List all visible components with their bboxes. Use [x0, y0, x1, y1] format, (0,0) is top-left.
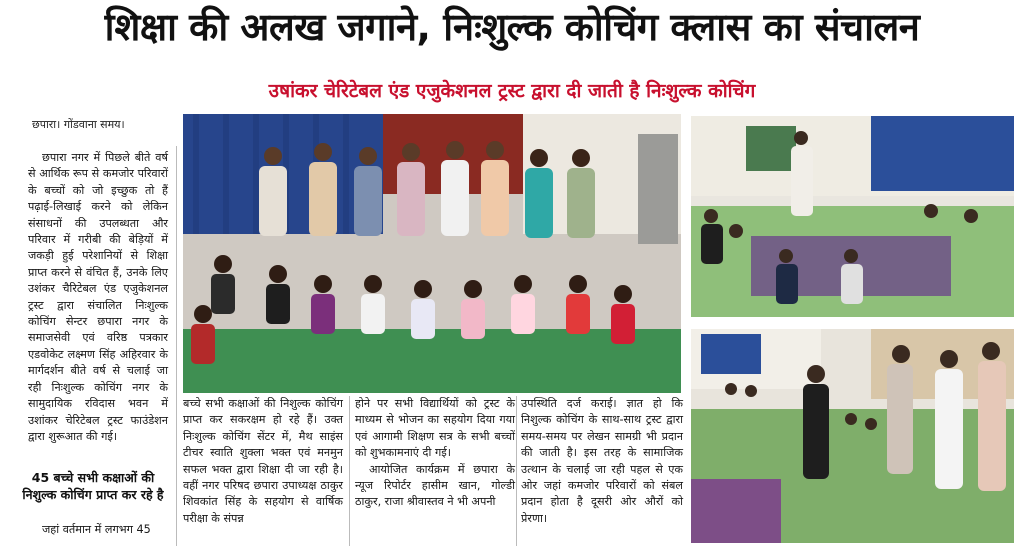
column-divider: [176, 146, 177, 546]
headline: शिक्षा की अलख जगाने, निःशुल्क कोचिंग क्लास का संचालन: [104, 5, 920, 49]
column-divider: [516, 396, 517, 546]
article-subheading: 45 बच्चे सभी कक्षाओं की निशुल्क कोचिंग प्राप्त कर रहे है: [22, 470, 164, 502]
hall-event-photo: [691, 329, 1014, 543]
subheadline: उषांकर चेरिटेबल एंड एजुकेशनल ट्रस्ट द्वारा दी जाती है निःशुल्क कोचिंग: [268, 80, 756, 102]
byline: छपारा। गोंडवाना समय।: [32, 118, 125, 131]
column-divider: [349, 396, 350, 546]
article-paragraph: आयोजित कार्यक्रम में छपारा के न्यूज रिपोर्टर हासीम खान, गोल्डी ठाकुर, राजा श्रीवास्तव ने भी अपनी: [355, 462, 515, 509]
article-paragraph: उपस्थिति दर्ज कराई। ज्ञात हो कि निशुल्क कोचिंग के साथ-साथ ट्रस्ट द्वारा समय-समय पर लेखन सामग्री भी प्रदान की जाती है। इस तरह के सामाजिक उत्थान के चलाई जा रही पहल से एक ओर जहां कमजोर परिवारों को संबल प्रदान होता है दूसरी ओर औरों को प्रेरणा।: [521, 397, 683, 525]
article-column-4: [521, 396, 683, 527]
article-column-3: [355, 396, 515, 511]
article-paragraph: होने पर सभी विद्यार्थियों को ट्रस्ट के माध्यम से भोजन का सहयोग दिया गया एवं आगामी शिक्षण सत्र के सभी बच्चों को शुभकामनाएं दी गई।: [355, 397, 515, 460]
classroom-meal-photo: [691, 116, 1014, 317]
article-paragraph: जहां वर्तमान में लगभग 45: [42, 523, 151, 536]
article-paragraph: छपारा नगर में पिछले बीते वर्ष से आर्थिक रूप से कमजोर परिवारों के बच्चों को जो इच्छुक तो हैं पढ़ाई-लिखाई करने को लेकिन संसाधनों की उपलब्धता और परिवार में गरीबी की बेड़ियों में जकड़ी हुई परेशानियों से शिक्षा प्राप्त करने से वंचित हैं, उनके लिए उशंकर चैरिटेबल एंड एजुकेशनल ट्रस्ट द्वारा संचालित निःशुल्क कोचिंग सेन्टर छपारा नगर के समाजसेवी एवं वरिष्ठ पत्रकार एडवोकेट लक्ष्मण सिंह अहिरवार के मार्गदर्शन बीते वर्ष से चलाई जा रही निःशुल्क कोचिंग नगर के सामुदायिक रविदास भवन में उशांकर चेरिटेबल ट्रस्ट फाउंडेशन द्वारा शुरूआत की गई।: [28, 151, 168, 443]
article-column-2: [183, 396, 343, 527]
article-column-1-continued: [28, 522, 168, 538]
article-column-1: [28, 150, 168, 445]
article-paragraph: बच्चे सभी कक्षाओं की निशुल्क कोचिंग प्राप्त कर सकरक्षम हो रहे हैं। उक्त निःशुल्क कोचिंग सेंटर में, मैथ साइंस टीचर स्वाति शुक्ला भक्त एवं मनमुन सफल भक्त द्वारा शिक्षा दी जा रही है। वहीं नगर परिषद छपारा उपाध्यक्ष ठाकुर शिवकांत सिंह के सहयोग से वार्षिक परीक्षा के संपन्न: [183, 397, 343, 525]
group-photo: [183, 114, 681, 393]
